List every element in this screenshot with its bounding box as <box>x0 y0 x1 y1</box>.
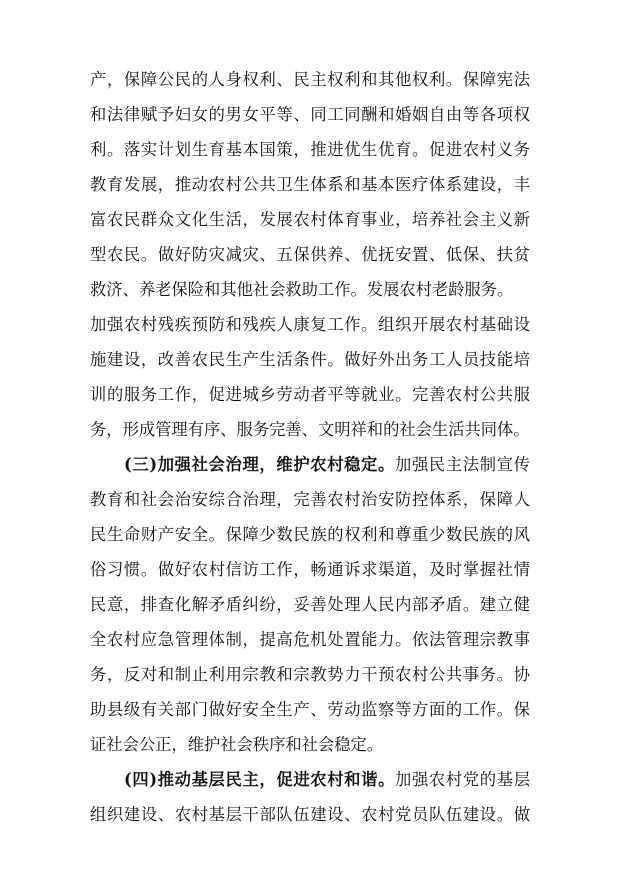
section-3-heading: (三)加强社会治理，维护农村稳定。 <box>124 455 396 474</box>
text-line: 产，保障公民的人身权利、民主权利和其他权利。保障宪法 <box>90 70 530 89</box>
text-line: 民生命财产安全。保障少数民族的权利和尊重少数民族的风 <box>90 525 530 544</box>
text-line: 民意，排查化解矛盾纠纷，妥善处理人民内部矛盾。建立健 <box>90 595 530 614</box>
section-4-first-line-text: 加强农村党的基层 <box>395 770 530 789</box>
text-line: 利。落实计划生育基本国策，推进优生优育。促进农村义务 <box>90 140 530 159</box>
section-4-first-line <box>90 762 530 797</box>
text-line: 务，形成管理有序、服务完善、文明祥和的社会生活共同体。 <box>90 420 530 439</box>
section-3 <box>90 447 530 762</box>
paragraph-continued <box>90 62 530 447</box>
text-line: 教育和社会治安综合治理，完善农村治安防控体系，保障人 <box>90 490 530 509</box>
text-line: 加强农村残疾预防和残疾人康复工作。组织开展农村基础设 <box>90 315 530 334</box>
text-line: 助县级有关部门做好安全生产、劳动监察等方面的工作。保 <box>90 700 530 719</box>
document-page <box>90 62 530 832</box>
section-3-first-line-text: 加强民主法制宣传 <box>395 455 530 474</box>
text-line: 证社会公正，维护社会秩序和社会稳定。 <box>90 735 384 754</box>
text-line: 务，反对和制止利用宗教和宗教势力干预农村公共事务。协 <box>90 665 530 684</box>
text-line: 全农村应急管理体制，提高危机处置能力。依法管理宗教事 <box>90 630 530 649</box>
text-line: 施建设，改善农民生产生活条件。做好外出务工人员技能培 <box>90 350 530 369</box>
section-4-heading: (四)推动基层民主，促进农村和谐。 <box>124 770 396 789</box>
text-line: 训的服务工作，促进城乡劳动者平等就业。完善农村公共服 <box>90 385 530 404</box>
text-line: 组织建设、农村基层干部队伍建设、农村党员队伍建设。做 <box>90 805 530 824</box>
text-line: 救济、养老保险和其他社会救助工作。发展农村老龄服务。 <box>90 280 514 299</box>
text-line: 和法律赋予妇女的男女平等、同工同酬和婚姻自由等各项权 <box>90 105 530 124</box>
section-3-first-line <box>90 447 530 482</box>
section-4 <box>90 762 530 832</box>
text-line: 俗习惯。做好农村信访工作，畅通诉求渠道，及时掌握社情 <box>90 560 530 579</box>
text-line: 型农民。做好防灾减灾、五保供养、优抚安置、低保、扶贫 <box>90 245 530 264</box>
text-line: 教育发展，推动农村公共卫生体系和基本医疗体系建设，丰 <box>90 175 530 194</box>
text-line: 富农民群众文化生活，发展农村体育事业，培养社会主义新 <box>90 210 530 229</box>
